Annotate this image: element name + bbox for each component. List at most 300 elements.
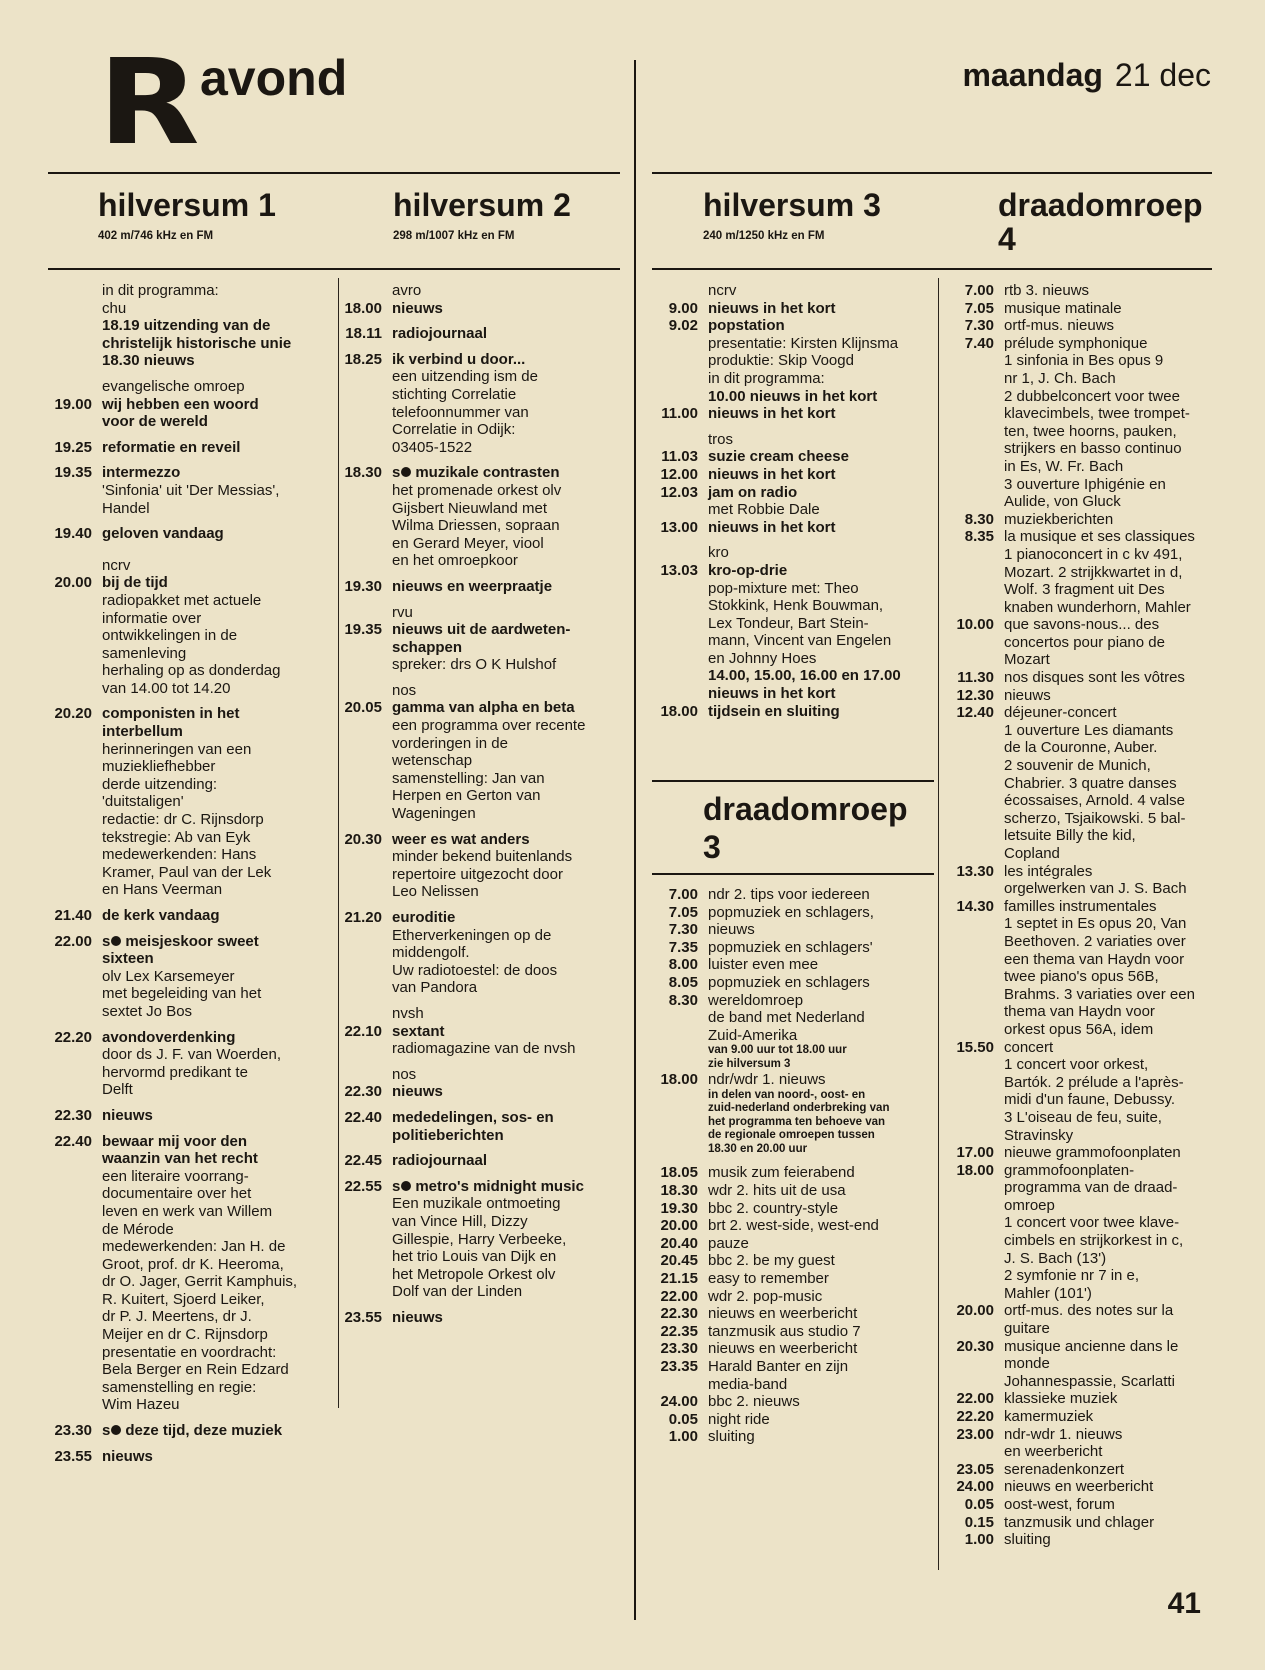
entry-time: 11.03: [661, 448, 698, 466]
spacer: [648, 423, 936, 431]
spacer: [40, 370, 330, 378]
program-entry: [330, 1109, 630, 1144]
entry-body: [708, 1235, 936, 1253]
entry-body: [102, 907, 330, 925]
entry-time: 20.00: [660, 1217, 698, 1235]
entry-title: popstation: [708, 317, 785, 335]
program-entry: [40, 439, 330, 457]
program-entry: [648, 974, 936, 992]
entry-description: nieuws: [708, 921, 755, 939]
program-entry: [330, 1178, 630, 1301]
entry-time: 22.55: [344, 1177, 382, 1195]
entry-title: nieuws: [102, 1447, 153, 1465]
entry-time: 23.55: [54, 1447, 92, 1465]
entry-time: 8.30: [668, 991, 698, 1009]
program-entry: [40, 574, 330, 697]
entry-time: 22.00: [956, 1390, 994, 1408]
entry-time: 7.05: [668, 903, 698, 921]
entry-title: nieuws en weerpraatje: [392, 577, 553, 595]
entry-description: een uitzending ism de stichting Correlatie telefoonnummer van Correlatie in Odijk: 03405-1522: [392, 368, 538, 456]
entry-time: [648, 667, 698, 702]
program-entry: [648, 562, 936, 668]
entry-description: olv Lex Karsemeyer met begeleiding van het sextet Jo Bos: [102, 967, 262, 1020]
entry-description: nieuws en weerbericht: [708, 1340, 858, 1358]
entry-description: nieuwe grammofoonplaten: [1004, 1144, 1181, 1162]
entry-description: serenadenkonzert: [1004, 1460, 1125, 1478]
entry-time: 18.30: [344, 464, 382, 482]
entry-description: nieuws: [1004, 686, 1051, 704]
entry-title: metro's midnight music: [415, 1177, 584, 1195]
entry-body: [1004, 669, 1232, 687]
program-entry: [40, 557, 330, 575]
program-entry: [942, 511, 1232, 529]
program-entry: [40, 1029, 330, 1099]
program-entry: [330, 604, 630, 622]
entry-time: 21.40: [54, 907, 92, 924]
entry-title: reformatie en reveil: [102, 438, 241, 456]
entry-description: door ds J. F. van Woerden, hervormd predikant te Delft: [102, 1046, 281, 1099]
spacer: [330, 1301, 630, 1309]
entry-time: 19.30: [660, 1199, 698, 1217]
spacer: [40, 925, 330, 933]
entry-time: 20.05: [344, 699, 382, 717]
entry-body: [102, 557, 330, 575]
entry-time: 19.35: [344, 621, 382, 639]
program-entry: [330, 351, 630, 457]
entry-description: muziekberichten: [1004, 510, 1114, 528]
program-entry: [648, 448, 936, 466]
entry-time: 23.55: [344, 1308, 382, 1326]
spacer: [40, 1021, 330, 1029]
program-entry: [648, 1200, 936, 1218]
entry-body: [708, 1428, 936, 1446]
entry-description: oost-west, forum: [1004, 1495, 1115, 1513]
program-entry: [648, 405, 936, 423]
entry-time: 12.00: [660, 465, 698, 483]
program-entry: [648, 317, 936, 387]
entry-time: [330, 1005, 382, 1023]
program-entry: [648, 1393, 936, 1411]
entry-description: easy to remember: [708, 1270, 829, 1287]
entry-title: bij de tijd: [102, 574, 168, 592]
spacer: [330, 570, 630, 578]
page-number: 41: [1167, 1587, 1201, 1620]
entry-time: 18.00: [660, 1071, 698, 1089]
entry-body: [1004, 1478, 1232, 1496]
stereo-mark: s: [392, 1178, 415, 1195]
schedule-h3: [648, 282, 936, 720]
program-entry: [942, 1496, 1232, 1514]
entry-body: [1004, 1408, 1232, 1426]
program-entry: [40, 282, 330, 300]
entry-time: [648, 1044, 698, 1071]
program-entry: [40, 705, 330, 899]
entry-body: [1004, 863, 1232, 898]
entry-description: sluiting: [1004, 1531, 1051, 1549]
entry-description: klassieke muziek: [1004, 1390, 1118, 1408]
spacer: [40, 517, 330, 525]
spacer: [330, 1058, 630, 1066]
entry-description: ndr/wdr 1. nieuws: [708, 1071, 826, 1089]
entry-body: [708, 886, 936, 904]
entry-description: grammofoonplaten- programma van de draad- omroep 1 concert voor twee klave- cimbels en strijkorkest in c, J. S. Bach (13') 2 symfonie nr 7 in e, Mahler (101'): [1004, 1161, 1184, 1302]
entry-body: [1004, 1302, 1232, 1337]
spacer: [40, 1125, 330, 1133]
entry-description: tanzmusik aus studio 7: [708, 1322, 861, 1340]
entry-body: [102, 574, 330, 697]
program-entry: [330, 578, 630, 596]
entry-time: 22.30: [54, 1106, 92, 1124]
program-entry: [942, 1426, 1232, 1461]
entry-description: tanzmusik und chlager: [1004, 1513, 1155, 1531]
entry-description: ncrv: [708, 282, 737, 299]
entry-time: 23.30: [54, 1422, 92, 1440]
entry-title: ik verbind u door...: [392, 350, 526, 368]
entry-body: [392, 909, 630, 997]
program-entry: [648, 484, 936, 519]
program-entry: [942, 1461, 1232, 1479]
entry-description: evangelische omroep: [102, 377, 245, 395]
entry-body: [1004, 1461, 1232, 1479]
entry-time: 7.00: [964, 282, 994, 299]
program-entry: [942, 1144, 1232, 1162]
entry-time: 21.15: [660, 1270, 698, 1287]
program-entry: [648, 282, 936, 300]
program-entry: [648, 544, 936, 562]
entry-title: tijdsein en sluiting: [708, 702, 840, 720]
program-entry: [330, 1066, 630, 1084]
entry-time: 1.00: [668, 1428, 698, 1446]
entry-body: [1004, 300, 1232, 318]
entry-body: [708, 904, 936, 922]
entry-body: [708, 519, 936, 537]
entry-body: [1004, 1514, 1232, 1532]
station-title-d3: draadomroep 3: [703, 791, 908, 865]
entry-body: [708, 1358, 936, 1393]
program-entry: [40, 907, 330, 925]
spacer: [40, 899, 330, 907]
entry-time: 17.00: [956, 1144, 994, 1162]
entry-description: night ride: [708, 1410, 770, 1428]
entry-time: 22.00: [660, 1287, 698, 1305]
entry-body: [1004, 1496, 1232, 1514]
rule-top-right: [652, 172, 1212, 174]
entry-body: [708, 1305, 936, 1323]
entry-time: [40, 378, 92, 396]
entry-body: [708, 1323, 936, 1341]
program-entry: [648, 1411, 936, 1429]
entry-description: déjeuner-concert 1 ouverture Les diamants de la Couronne, Auber. 2 souvenir de Munich, Chabrier. 3 quatre danses écossaises, Arnold. 4 valse scherzo, Tsjaikowski. 5 bal- letsuite Billy the kid, Copland: [1004, 704, 1186, 862]
entry-body: [392, 604, 630, 622]
program-entry: [648, 1270, 936, 1288]
program-entry: [648, 1340, 936, 1358]
entry-description: prélude symphonique 1 sinfonia in Bes opus 9 nr 1, J. Ch. Bach 2 dubbelconcert voor twee klavecimbels, twee trompet- ten, twee hoorns, pauken, strijkers en basso continuo in Es, W. Fr. Bach 3 ouverture Iphigénie en Aulide, von Gluck: [1004, 334, 1190, 511]
entry-description: musik zum feierabend: [708, 1164, 855, 1182]
program-entry: [330, 300, 630, 318]
entry-time: 18.30: [660, 1182, 698, 1200]
entry-description: rtb 3. nieuws: [1004, 282, 1090, 299]
entry-time: 8.05: [668, 973, 698, 991]
entry-description: nieuws en weerbericht: [1004, 1478, 1154, 1496]
program-entry: [40, 1448, 330, 1466]
stereo-dot-icon: [111, 936, 121, 946]
schedule-d4: [942, 282, 1232, 1549]
spacer: [330, 317, 630, 325]
entry-title: jam on radio: [708, 483, 798, 501]
program-entry: [942, 1408, 1232, 1426]
program-entry: [942, 863, 1232, 898]
entry-body: [708, 956, 936, 974]
entry-body: [1004, 528, 1232, 616]
entry-time: 10.00: [956, 616, 994, 634]
schedule-h1: [40, 282, 330, 1465]
program-entry: [330, 621, 630, 674]
entry-body: [708, 562, 936, 668]
entry-time: 23.30: [660, 1340, 698, 1358]
entry-description: avro: [392, 282, 422, 299]
spacer: [330, 1170, 630, 1178]
entry-body: [708, 300, 936, 318]
program-entry: [648, 1217, 936, 1235]
entry-time: 15.50: [956, 1038, 994, 1056]
entry-body: [708, 317, 936, 387]
entry-time: [648, 282, 698, 300]
entry-description: musique ancienne dans le monde Johannespassie, Scarlatti: [1004, 1337, 1179, 1390]
entry-body: [392, 1023, 630, 1058]
entry-description: nos disques sont les vôtres: [1004, 669, 1185, 687]
entry-body: [1004, 282, 1232, 300]
entry-time: 18.05: [660, 1164, 698, 1182]
entry-description: een programma over recente vorderingen in de wetenschap samenstelling: Jan van Herpen en Gerton van Wageningen: [392, 717, 586, 823]
entry-body: [102, 705, 330, 899]
entry-title: 14.00, 15.00, 16.00 en 17.00 nieuws in het kort: [708, 667, 901, 703]
program-entry: [942, 898, 1232, 1039]
entry-body: [1004, 704, 1232, 862]
program-entry: [942, 1531, 1232, 1549]
program-entry: [942, 1039, 1232, 1145]
entry-time: 13.30: [956, 862, 994, 880]
entry-description: in dit programma:: [102, 282, 219, 299]
entry-note: in delen van noord-, oost- en zuid-nederland onderbreking van het programma ten behoeve van de regionale omroepen tussen 18.30 en 20.00 uur: [708, 1088, 890, 1155]
entry-body: [708, 921, 936, 939]
entry-description: een literaire voorrang- documentaire over het leven en werk van Willem de Mérode medewerkenden: Jan H. de Groot, prof. dr K. Heeroma, dr O. Jager, Gerrit Kamphuis, R. Kuitert, Sjoerd Leiker, dr P. J. Meertens, dr J. Meijer en dr C. Rijnsdorp presentatie en voordracht: Bela Berger en Rein Edzard samenstelling en regie: Wim Hazeu: [102, 1167, 298, 1414]
station-freq-h2: 298 m/1007 kHz en FM: [393, 230, 515, 242]
program-entry: [942, 300, 1232, 318]
entry-description: ndr-wdr 1. nieuws en weerbericht: [1004, 1425, 1123, 1461]
entry-description: nos: [392, 1065, 417, 1083]
entry-body: [708, 1288, 936, 1306]
entry-description: bbc 2. be my guest: [708, 1252, 835, 1270]
stereo-mark: s: [102, 1422, 125, 1439]
program-entry: [330, 1309, 630, 1327]
entry-description: minder bekend buitenlands repertoire uitgezocht door Leo Nelissen: [392, 848, 573, 901]
entry-time: 12.30: [956, 686, 994, 704]
entry-time: 18.25: [344, 350, 382, 368]
station-title-h1: hilversum 1: [98, 187, 276, 223]
entry-body: [708, 1182, 936, 1200]
entry-body: [708, 448, 936, 466]
entry-body: [708, 974, 936, 992]
program-entry: [648, 1288, 936, 1306]
entry-description: nieuws en weerbericht: [708, 1305, 858, 1323]
entry-body: [708, 1089, 936, 1157]
entry-description: nvsh: [392, 1004, 424, 1022]
entry-body: [392, 1309, 630, 1327]
entry-title: nieuws in het kort: [708, 465, 836, 483]
entry-time: 8.00: [668, 956, 698, 974]
date-heading: [962, 56, 1211, 94]
entry-body: [1004, 335, 1232, 511]
entry-body: [102, 300, 330, 318]
entry-time: 7.00: [668, 886, 698, 903]
weekday: maandag: [962, 57, 1103, 93]
entry-time: 7.35: [668, 938, 698, 956]
entry-body: [708, 939, 936, 957]
program-entry: [330, 682, 630, 700]
program-entry: [40, 464, 330, 517]
program-entry: [330, 831, 630, 901]
stereo-dot-icon: [401, 467, 411, 477]
entry-description: que savons-nous... des concertos pour piano de Mozart: [1004, 616, 1165, 669]
entry-title: radiojournaal: [392, 1152, 488, 1170]
entry-description: popmuziek en schlagers': [708, 938, 873, 956]
spacer: [40, 456, 330, 464]
entry-body: [392, 682, 630, 700]
entry-body: [102, 464, 330, 517]
entry-time: 11.30: [957, 669, 994, 687]
entry-description: Etherverkeningen op de middengolf. Uw radiotoestel: de doos van Pandora: [392, 926, 558, 997]
program-entry: [40, 1133, 330, 1415]
program-entry: [648, 388, 936, 406]
entry-description: popmuziek en schlagers,: [708, 903, 874, 921]
entry-body: [708, 466, 936, 484]
schedule-h2: [330, 282, 630, 1326]
program-entry: [942, 335, 1232, 511]
entry-body: [102, 1448, 330, 1466]
entry-time: 18.00: [956, 1161, 994, 1179]
program-entry: [648, 1323, 936, 1341]
entry-title: nieuws in het kort: [708, 518, 836, 536]
entry-time: 7.05: [964, 299, 994, 317]
station-title-h3: hilversum 3: [703, 187, 881, 223]
program-entry: [648, 431, 936, 449]
entry-time: 20.45: [660, 1252, 698, 1270]
entry-description: Een muzikale ontmoeting van Vince Hill, Dizzy Gillespie, Harry Verbeeke, het trio Louis van Dijk en het Metropole Orkest olv Dolf van der Linden: [392, 1195, 567, 1301]
entry-body: [392, 1083, 630, 1101]
rule-d3-bottom: [652, 873, 934, 875]
spacer: [330, 674, 630, 682]
entry-time: 7.30: [964, 317, 994, 335]
entry-time: 12.40: [956, 704, 994, 722]
entry-time: 22.30: [660, 1305, 698, 1323]
entry-body: [392, 1066, 630, 1084]
entry-description: familles instrumentales 1 septet in Es opus 20, Van Beethoven. 2 variaties over een thema van Haydn voor twee piano's opus 56B, Brahms. 3 variaties over een thema van Haydn voor orkest opus 56A, idem: [1004, 897, 1195, 1038]
entry-time: 24.00: [956, 1478, 994, 1496]
entry-time: [330, 1066, 382, 1084]
entry-time: 12.03: [660, 483, 698, 501]
program-entry: [648, 466, 936, 484]
entry-title: sextant: [392, 1022, 445, 1040]
program-entry: [330, 1023, 630, 1058]
entry-title: mededelingen, sos- en politieberichten: [392, 1108, 554, 1144]
entry-description: ncrv: [102, 556, 131, 574]
entry-time: 7.40: [964, 334, 994, 352]
program-entry: [942, 616, 1232, 669]
entry-title: 18.19 uitzending van de christelijk historische unie 18.30 nieuws: [102, 317, 292, 370]
entry-title: deze tijd, deze muziek: [125, 1422, 283, 1440]
entry-body: [392, 1005, 630, 1023]
entry-description: ortf-mus. des notes sur la guitare: [1004, 1302, 1174, 1338]
entry-time: 18.00: [344, 299, 382, 317]
program-entry: [942, 1162, 1232, 1303]
entry-body: [708, 282, 936, 300]
entry-body: [708, 1071, 936, 1089]
program-entry: [648, 921, 936, 939]
program-entry: [942, 282, 1232, 300]
program-entry: [942, 1302, 1232, 1337]
entry-time: 19.35: [54, 464, 92, 482]
program-entry: [648, 939, 936, 957]
entry-body: [392, 300, 630, 318]
entry-time: [40, 317, 92, 370]
entry-title: de kerk vandaag: [102, 907, 220, 924]
entry-description: Harald Banter en zijn media-band: [708, 1357, 849, 1393]
program-entry: [648, 1428, 936, 1446]
entry-body: [102, 317, 330, 370]
entry-body: [102, 1422, 330, 1440]
program-entry: [648, 886, 936, 904]
entry-time: 22.40: [344, 1108, 382, 1126]
program-entry: [330, 1005, 630, 1023]
entry-description: spreker: drs O K Hulshof: [392, 656, 557, 674]
program-entry: [330, 909, 630, 997]
spacer: [40, 543, 330, 557]
spacer: [40, 697, 330, 705]
entry-body: [102, 378, 330, 396]
spacer: [40, 431, 330, 439]
entry-time: 22.40: [54, 1132, 92, 1150]
program-entry: [648, 1071, 936, 1089]
section-title: avond: [200, 50, 348, 106]
entry-description: radiopakket met actuele informatie over ontwikkelingen in de samenleving herhaling op as donderdag van 14.00 tot 14.20: [102, 591, 281, 697]
entry-time: 19.25: [54, 438, 92, 456]
entry-body: [708, 1200, 936, 1218]
program-entry: [942, 1390, 1232, 1408]
entry-body: [708, 667, 936, 702]
entry-title: nieuws: [102, 1106, 153, 1124]
entry-time: 20.00: [54, 574, 92, 592]
program-entry: [648, 519, 936, 537]
entry-time: 22.35: [660, 1322, 698, 1340]
entry-description: presentatie: Kirsten Klijnsma produktie: Skip Voogd in dit programma:: [708, 334, 899, 387]
program-entry: [330, 1083, 630, 1101]
entry-description: ndr 2. tips voor iedereen: [708, 886, 870, 903]
program-entry: [648, 1358, 936, 1393]
program-entry: [330, 282, 630, 300]
entry-body: [392, 351, 630, 457]
entry-time: 20.30: [956, 1337, 994, 1355]
entry-description: musique matinale: [1004, 299, 1122, 317]
program-entry: [648, 703, 936, 721]
entry-description: rvu: [392, 603, 413, 621]
entry-time: 22.20: [54, 1028, 92, 1046]
entry-body: [708, 1217, 936, 1235]
stereo-mark: s: [392, 464, 415, 481]
rule-stations-right: [652, 268, 1212, 270]
entry-time: 22.45: [344, 1152, 382, 1170]
entry-time: [648, 431, 698, 449]
program-entry: [648, 1235, 936, 1253]
